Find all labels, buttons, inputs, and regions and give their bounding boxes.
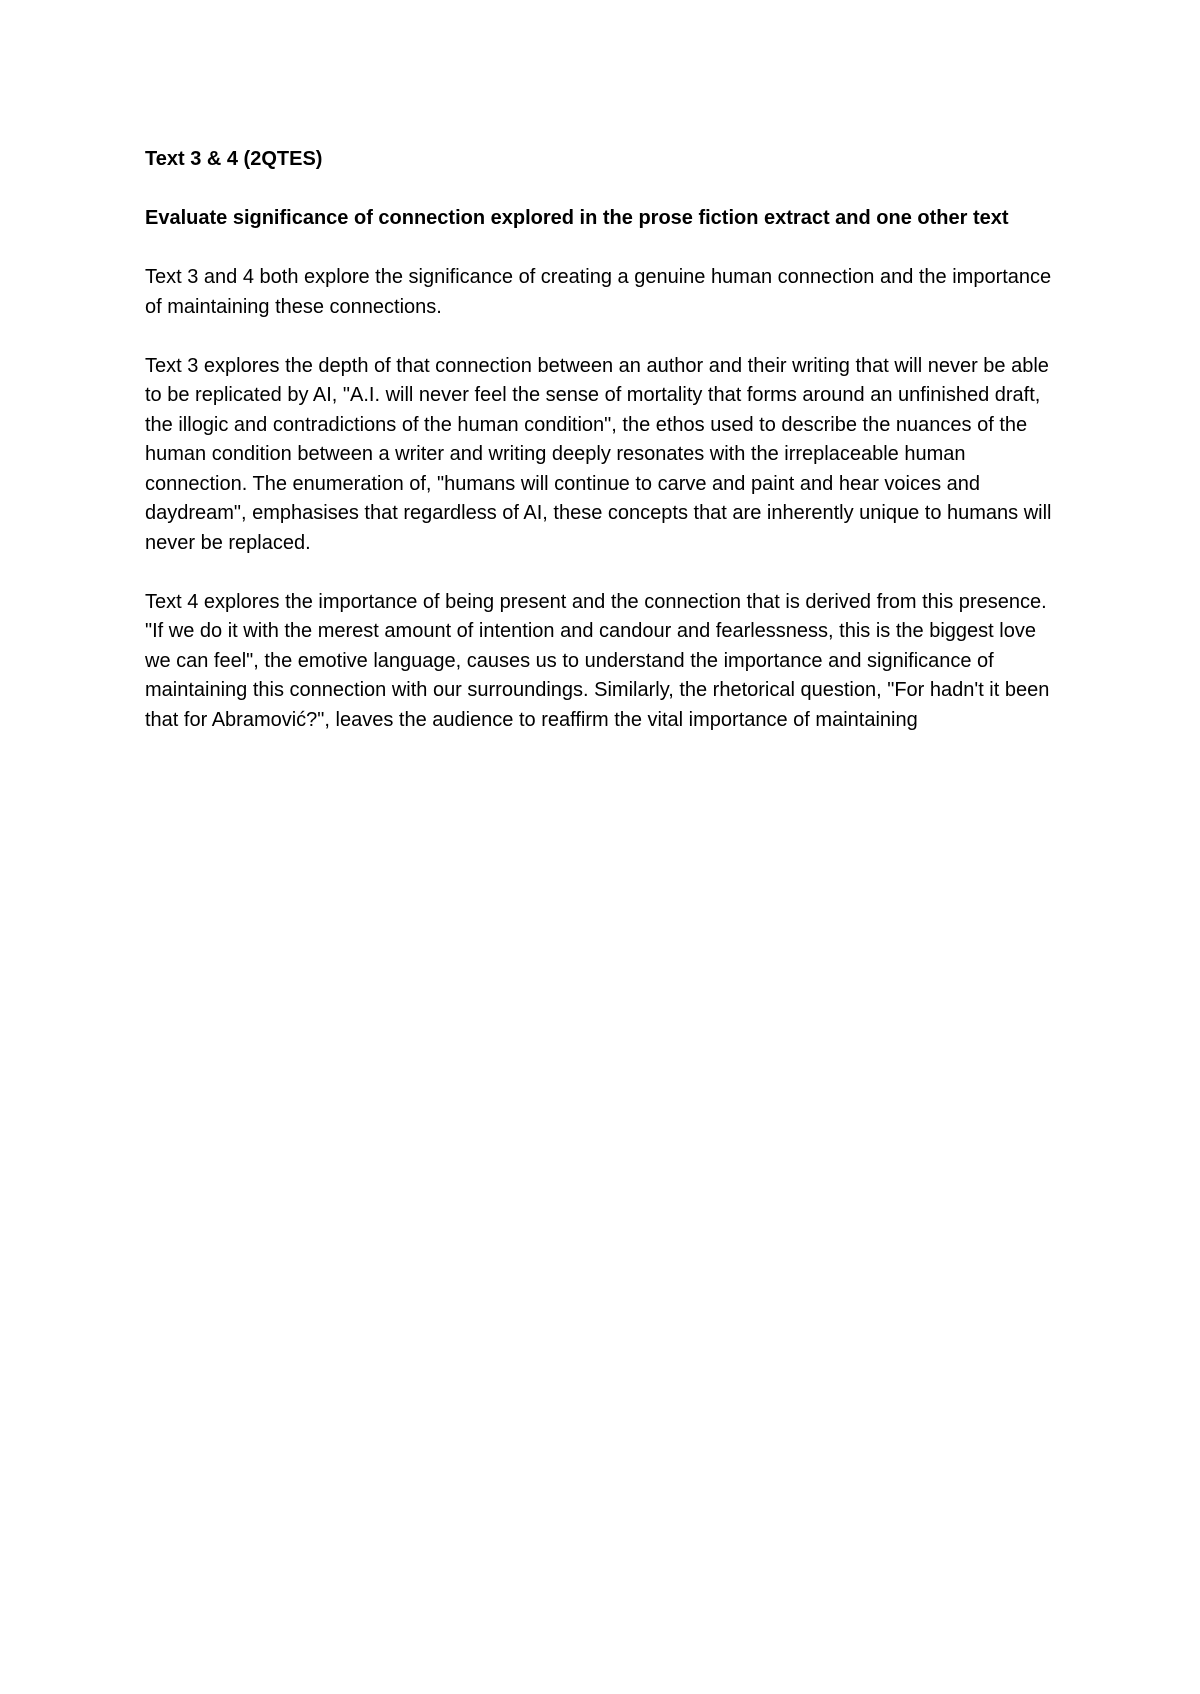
document-body	[145, 145, 1065, 765]
paragraph-text-3: Text 3 explores the depth of that connection between an author and their writing that will never be able to be replicated by AI, "A.I. will never feel the sense of mortality that forms around an unfinished draft, the illogic and contradictions of the human condition", the ethos used to describe the nuances of the human condition between a writer and writing deeply resonates with the irreplaceable human connection. The enumeration of, "humans will continue to carve and paint and hear voices and daydream", emphasises that regardless of AI, these concepts that are inherently unique to humans will never be replaced.	[145, 354, 1052, 554]
paragraph-text-4: Text 4 explores the importance of being present and the connection that is derived from this presence. "If we do it with the merest amount of intention and candour and fearlessness, this is the biggest love we can feel", the emotive language, causes us to understand the importance and significance of maintaining this connection with our surroundings. Similarly, the rhetorical question, "For hadn't it been that for Abramović?", leaves the audience to reaffirm the vital importance of maintaining	[145, 590, 1050, 731]
essay-question: Evaluate significance of connection explored in the prose fiction extract and one other text	[145, 207, 1009, 229]
document-heading: Text 3 & 4 (2QTES)	[145, 148, 323, 170]
paragraph-intro: Text 3 and 4 both explore the significance of creating a genuine human connection and the importance of maintaining these connections.	[145, 266, 1052, 318]
